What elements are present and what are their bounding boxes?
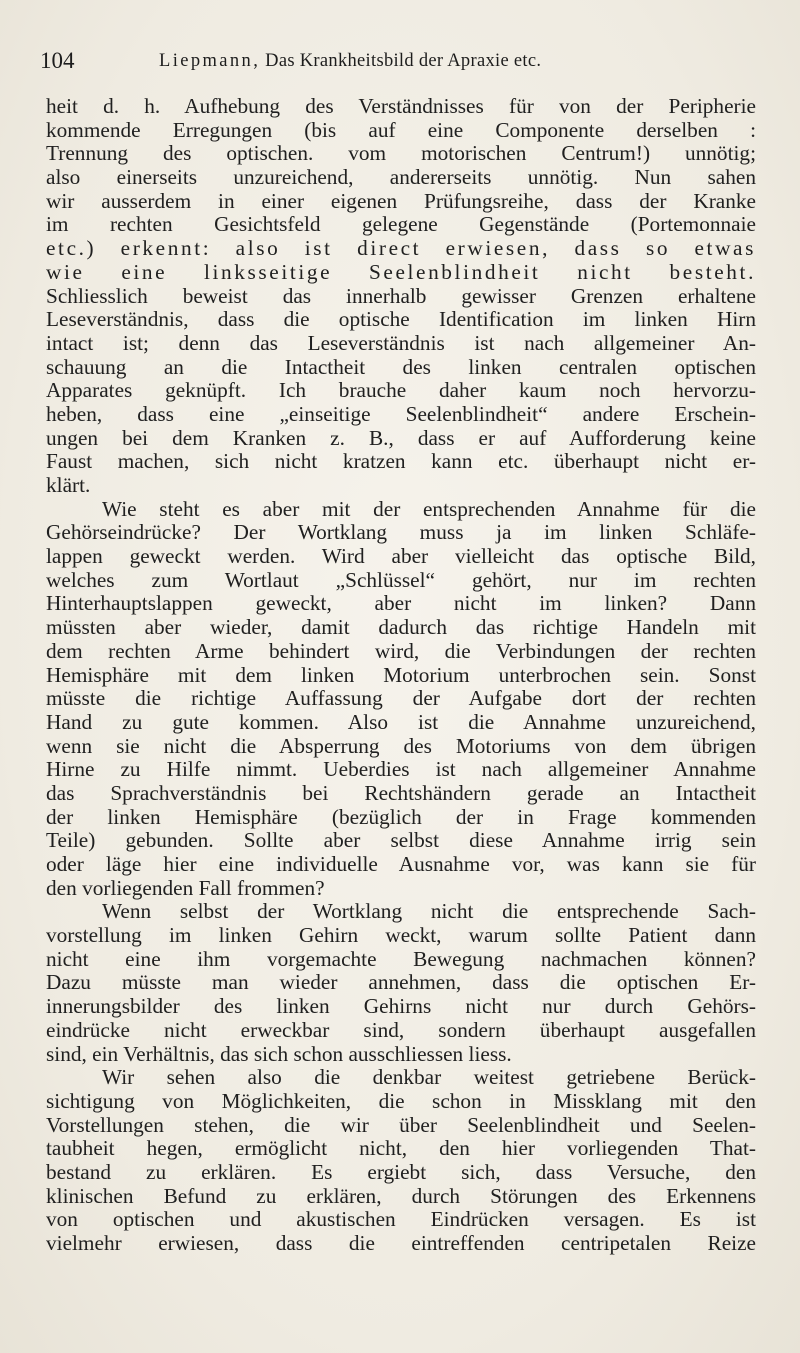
text-line: wir ausserdem in einer eigenen Prüfungsreihe, dass der Kranke	[46, 189, 756, 213]
text-line: klärt.	[46, 474, 91, 497]
text-line: innerungsbilder des linken Gehirns nicht nur durch Gehörs-	[46, 995, 756, 1019]
text-line: den vorliegenden Fall frommen?	[46, 876, 325, 900]
text-line: bestand zu erklären. Es ergiebt sich, dass Versuche, den	[46, 1160, 756, 1184]
text-line: Schliesslich beweist das innerhalb gewisser Grenzen erhaltene	[46, 284, 756, 308]
text-line: der linken Hemisphäre (bezüglich der in Frage kommenden	[46, 805, 756, 829]
paragraph-first-line: Wie steht es aber mit der entsprechenden Annahme für die	[102, 497, 756, 521]
text-line: müsste die richtige Auffassung der Aufgabe dort der rechten	[46, 687, 756, 711]
text-line: eindrücke nicht erweckbar sind, sondern überhaupt ausgefallen	[46, 1018, 756, 1042]
text-line: Apparates geknüpft. Ich brauche daher kaum noch hervorzu-	[46, 379, 756, 403]
text-line: klinischen Befund zu erklären, durch Störungen des Erkennens	[46, 1184, 756, 1208]
text-line: von optischen und akustischen Eindrücken versagen. Es ist	[46, 1208, 756, 1232]
text-line: Teile) gebunden. Sollte aber selbst diese Annahme irrig sein	[46, 829, 756, 853]
text-line: taubheit hegen, ermöglicht nicht, den hier vorliegenden That-	[46, 1137, 756, 1161]
text-line: dem rechten Arme behindert wird, die Verbindungen der rechten	[46, 639, 756, 663]
text-line: Trennung des optischen. vom motorischen Centrum!) unnötig;	[46, 142, 756, 166]
text-line: ungen bei dem Kranken z. B., dass er auf Aufforderung keine	[46, 426, 756, 450]
text-line: wenn sie nicht die Absperrung des Motoriums von dem übrigen	[46, 734, 756, 758]
text-line: schauung an die Intactheit des linken centralen optischen	[46, 355, 756, 379]
paragraph-first-line: Wir sehen also die denkbar weitest getriebene Berück-	[102, 1066, 756, 1090]
book-title: Das Krankheitsbild der Apraxie etc.	[265, 51, 542, 71]
text-line: das Sprachverständnis bei Rechtshändern gerade an Intactheit	[46, 781, 756, 805]
text-line: Hemisphäre mit dem linken Motorium unterbrochen sein. Sonst	[46, 663, 756, 687]
running-title	[159, 51, 541, 72]
body-text	[46, 95, 756, 1256]
text-line: etc.) erkennt: also ist direct erwiesen, dass so etwas	[46, 237, 756, 261]
text-line: sind, ein Verhältnis, das sich schon ausschliessen liess.	[46, 1042, 512, 1066]
paragraph-first-line: Wenn selbst der Wortklang nicht die entsprechende Sach-	[102, 900, 756, 924]
text-line: müssten aber wieder, damit dadurch das richtige Handeln mit	[46, 616, 756, 640]
author-name: Liepmann,	[159, 51, 261, 71]
text-line: welches zum Wortlaut „Schlüssel“ gehört, nur im rechten	[46, 568, 756, 592]
text-line: Hinterhauptslappen geweckt, aber nicht im linken? Dann	[46, 592, 756, 616]
text-line: im rechten Gesichtsfeld gelegene Gegenstände (Portemonnaie	[46, 213, 756, 237]
running-header	[40, 48, 760, 80]
text-line: heit d. h. Aufhebung des Verständnisses für von der Peripherie	[46, 95, 756, 118]
text-line: heben, dass eine „einseitige Seelenblindheit“ andere Erschein-	[46, 402, 756, 426]
text-line: Faust machen, sich nicht kratzen kann etc. überhaupt nicht er-	[46, 450, 756, 474]
text-line: Vorstellungen stehen, die wir über Seelenblindheit und Seelen-	[46, 1113, 756, 1137]
text-line: oder läge hier eine individuelle Ausnahme vor, was kann sie für	[46, 853, 756, 876]
text-line: lappen geweckt werden. Wird aber vielleicht das optische Bild,	[46, 545, 756, 569]
text-line: also einerseits unzureichend, andererseits unnötig. Nun sahen	[46, 166, 756, 190]
text-line: sichtigung von Möglichkeiten, die schon in Missklang mit den	[46, 1089, 756, 1113]
text-line: kommende Erregungen (bis auf eine Componente derselben :	[46, 118, 756, 142]
text-line: Leseverständnis, dass die optische Identification im linken Hirn	[46, 308, 756, 332]
text-line: Hirne zu Hilfe nimmt. Ueberdies ist nach allgemeiner Annahme	[46, 758, 756, 782]
text-line: vorstellung im linken Gehirn weckt, warum sollte Patient dann	[46, 924, 756, 948]
text-line: Gehörseindrücke? Der Wortklang muss ja im linken Schläfe-	[46, 521, 756, 545]
text-line: Dazu müsste man wieder annehmen, dass die optischen Er-	[46, 971, 756, 995]
text-line: nicht eine ihm vorgemachte Bewegung nachmachen können?	[46, 947, 756, 971]
text-line: vielmehr erwiesen, dass die eintreffenden centripetalen Reize	[46, 1232, 756, 1255]
text-line: Hand zu gute kommen. Also ist die Annahme unzureichend,	[46, 710, 756, 734]
text-line: intact ist; denn das Leseverständnis ist nach allgemeiner An-	[46, 331, 756, 355]
page-number: 104	[40, 48, 75, 73]
text-line: wie eine linksseitige Seelenblindheit nicht besteht.	[46, 260, 756, 284]
